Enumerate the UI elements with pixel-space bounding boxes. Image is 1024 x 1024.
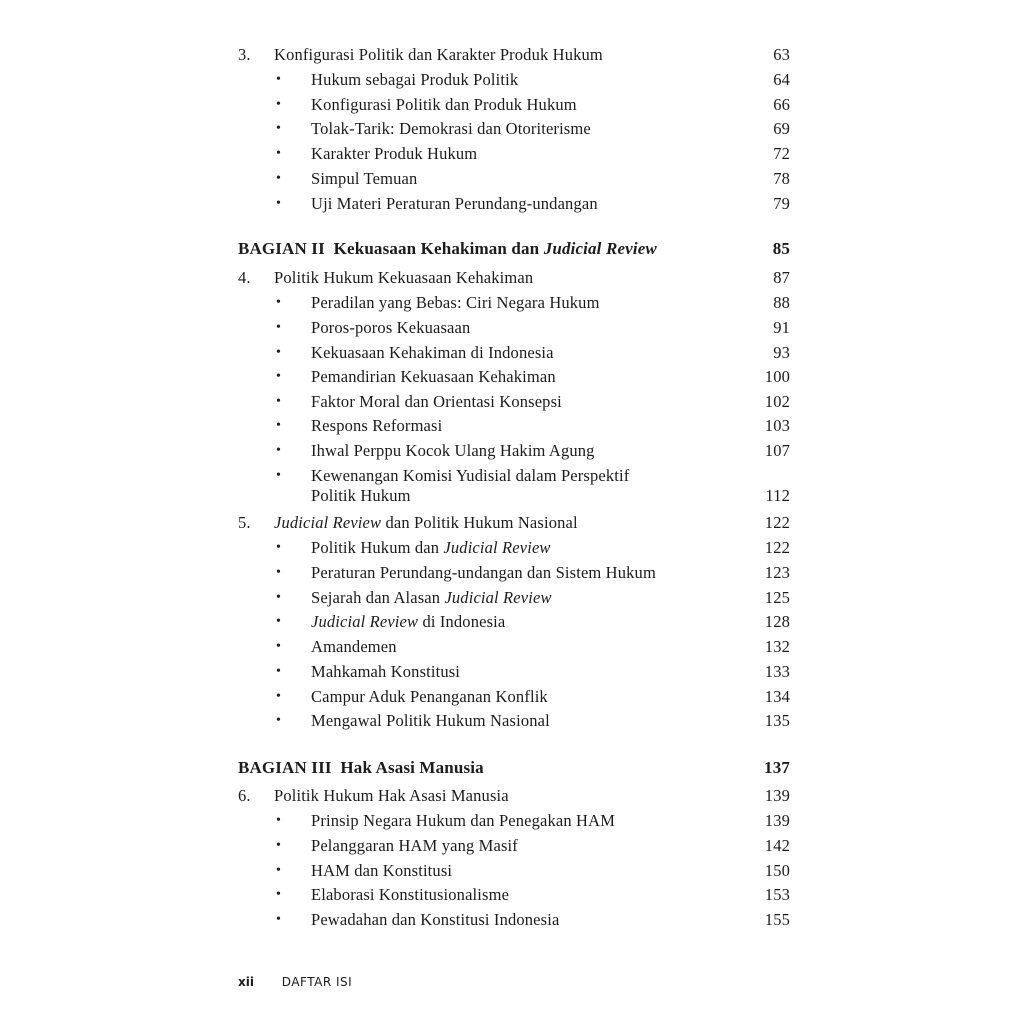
- entry-title: [311, 538, 551, 558]
- page-number: 142: [764, 836, 790, 855]
- page-number: 128: [764, 612, 790, 631]
- part-heading: [238, 758, 484, 778]
- page-footer: [238, 975, 352, 989]
- page-number: 122: [764, 513, 790, 532]
- part-title: Hak Asasi Manusia: [340, 758, 484, 777]
- entry-title-plain: Sejarah dan Alasan: [311, 588, 445, 607]
- entry-title: Karakter Produk Hukum: [311, 144, 478, 163]
- entry-title: Amandemen: [311, 637, 397, 656]
- entry-title: Faktor Moral dan Orientasi Konsepsi: [311, 392, 562, 411]
- page-number: 64: [773, 70, 790, 89]
- chapter-title-plain: dan Politik Hukum Nasional: [381, 513, 578, 532]
- entry-title-italic: Judicial Review: [444, 588, 552, 607]
- chapter-title: Politik Hukum Kekuasaan Kehakiman: [274, 268, 534, 287]
- entry-title: Uji Materi Peraturan Perundang-undangan: [311, 194, 598, 213]
- page-number: 112: [765, 486, 790, 505]
- bullet-icon: •: [276, 394, 282, 409]
- bullet-icon: •: [276, 369, 282, 384]
- page-number: 66: [773, 95, 790, 114]
- chapter-title: Politik Hukum Hak Asasi Manusia: [274, 786, 509, 805]
- entry-title: Simpul Temuan: [311, 169, 418, 188]
- page-number: 139: [764, 786, 790, 805]
- page-number: 122: [764, 538, 790, 557]
- part-heading: [238, 239, 657, 259]
- bullet-icon: •: [276, 639, 282, 654]
- entry-title-italic: Judicial Review: [443, 538, 551, 557]
- page-number: 85: [772, 239, 790, 258]
- page-number: 91: [773, 318, 790, 337]
- entry-title: Mahkamah Konstitusi: [311, 662, 461, 681]
- chapter-number: 3.: [238, 45, 251, 64]
- page-number: 107: [764, 441, 790, 460]
- page-number: 87: [773, 268, 790, 287]
- bullet-icon: •: [276, 196, 282, 211]
- bullet-icon: •: [276, 565, 282, 580]
- part-label: BAGIAN III: [238, 758, 332, 777]
- entry-title: Kekuasaan Kehakiman di Indonesia: [311, 343, 554, 362]
- part-title-italic: Judicial Review: [543, 239, 657, 258]
- page-number: 139: [764, 811, 790, 830]
- page-number: 135: [764, 711, 790, 730]
- entry-title-italic: Judicial Review: [311, 612, 419, 631]
- page-number: 153: [764, 885, 790, 904]
- bullet-icon: •: [276, 912, 282, 927]
- entry-title: Elaborasi Konstitusionalisme: [311, 885, 510, 904]
- entry-title: Peraturan Perundang-undangan dan Sistem Hukum: [311, 563, 656, 582]
- bullet-icon: •: [276, 443, 282, 458]
- page-number: 133: [764, 662, 790, 681]
- bullet-icon: •: [276, 838, 282, 853]
- bullet-icon: •: [276, 72, 282, 87]
- part-label: BAGIAN II: [238, 239, 325, 258]
- page-number: 102: [764, 392, 790, 411]
- entry-title: Campur Aduk Penanganan Konflik: [311, 687, 548, 706]
- bullet-icon: •: [276, 863, 282, 878]
- page-number: 125: [764, 588, 790, 607]
- page-number: 63: [773, 45, 790, 64]
- entry-title: Konfigurasi Politik dan Produk Hukum: [311, 95, 577, 114]
- page-number: 132: [764, 637, 790, 656]
- entry-title-plain: Politik Hukum dan: [311, 538, 444, 557]
- page-number: 72: [773, 144, 790, 163]
- bullet-icon: •: [276, 540, 282, 555]
- entry-title: Tolak-Tarik: Demokrasi dan Otoriterisme: [311, 119, 591, 138]
- page-number: 88: [773, 293, 790, 312]
- chapter-number: 4.: [238, 268, 251, 287]
- bullet-icon: •: [276, 689, 282, 704]
- page-number: 103: [764, 416, 790, 435]
- bullet-icon: •: [276, 418, 282, 433]
- bullet-icon: •: [276, 121, 282, 136]
- bullet-icon: •: [276, 345, 282, 360]
- bullet-icon: •: [276, 320, 282, 335]
- bullet-icon: •: [276, 468, 282, 483]
- chapter-number: 5.: [238, 513, 251, 532]
- bullet-icon: •: [276, 590, 282, 605]
- entry-title: Mengawal Politik Hukum Nasional: [311, 711, 550, 730]
- part-title: Kekuasaan Kehakiman dan: [333, 239, 544, 258]
- page-number: 123: [764, 563, 790, 582]
- entry-title: Prinsip Negara Hukum dan Penegakan HAM: [311, 811, 616, 830]
- chapter-title-italic: Judicial Review: [274, 513, 382, 532]
- page-number: 137: [764, 758, 790, 777]
- page-number: 134: [764, 687, 790, 706]
- entry-title-plain: di Indonesia: [418, 612, 506, 631]
- entry-title: Ihwal Perppu Kocok Ulang Hakim Agung: [311, 441, 595, 460]
- entry-title: Pemandirian Kekuasaan Kehakiman: [311, 367, 556, 386]
- page-number: 69: [773, 119, 790, 138]
- bullet-icon: •: [276, 713, 282, 728]
- running-title: DAFTAR ISI: [281, 975, 353, 989]
- page-number: 155: [764, 910, 790, 929]
- bullet-icon: •: [276, 664, 282, 679]
- page-number: 150: [764, 861, 790, 880]
- entry-title-continued: Politik Hukum: [311, 486, 411, 505]
- entry-title: Kewenangan Komisi Yudisial dalam Perspektif: [311, 466, 630, 485]
- entry-title: [311, 612, 505, 632]
- bullet-icon: •: [276, 813, 282, 828]
- bullet-icon: •: [276, 171, 282, 186]
- bullet-icon: •: [276, 887, 282, 902]
- entry-title: [311, 588, 552, 608]
- entry-title: Respons Reformasi: [311, 416, 443, 435]
- footer-page-number: xii: [238, 975, 254, 989]
- entry-title: Pelanggaran HAM yang Masif: [311, 836, 518, 855]
- entry-title: HAM dan Konstitusi: [311, 861, 453, 880]
- bullet-icon: •: [276, 295, 282, 310]
- entry-title: Peradilan yang Bebas: Ciri Negara Hukum: [311, 293, 600, 312]
- chapter-title: [274, 513, 578, 533]
- page-number: 93: [773, 343, 790, 362]
- page-number: 79: [773, 194, 790, 213]
- bullet-icon: •: [276, 146, 282, 161]
- entry-title: Pewadahan dan Konstitusi Indonesia: [311, 910, 560, 929]
- page-number: 78: [773, 169, 790, 188]
- page-number: 100: [764, 367, 790, 386]
- entry-title: Hukum sebagai Produk Politik: [311, 70, 519, 89]
- bullet-icon: •: [276, 97, 282, 112]
- entry-title: Poros-poros Kekuasaan: [311, 318, 471, 337]
- bullet-icon: •: [276, 614, 282, 629]
- chapter-title: Konfigurasi Politik dan Karakter Produk Hukum: [274, 45, 603, 64]
- chapter-number: 6.: [238, 786, 251, 805]
